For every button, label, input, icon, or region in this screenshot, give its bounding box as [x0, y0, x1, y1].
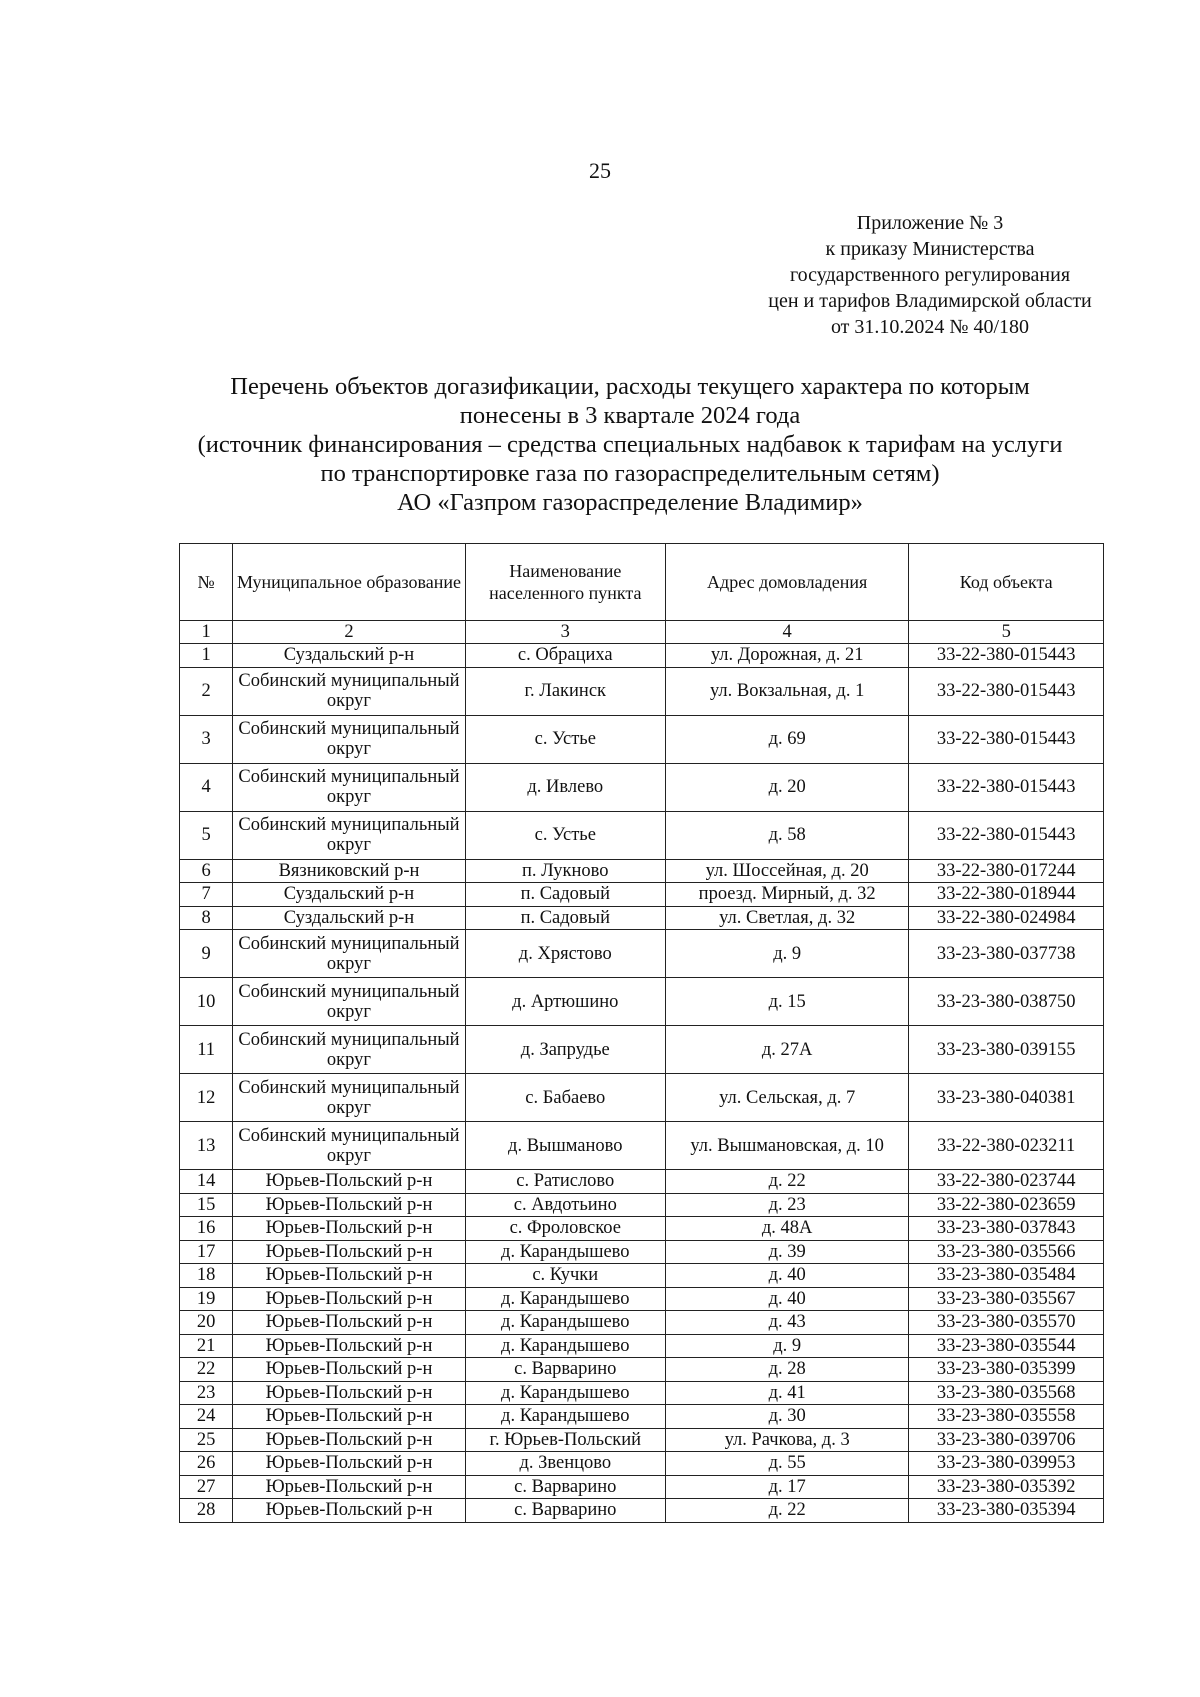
- appendix-line: цен и тарифов Владимирской области: [768, 290, 1092, 312]
- row-settlement: д. Карандышево: [465, 1381, 665, 1405]
- row-settlement: д. Карандышево: [465, 1334, 665, 1358]
- row-municipality: Собинский муниципальный округ: [233, 978, 465, 1026]
- row-municipality: Юрьев-Польский р-н: [233, 1381, 465, 1405]
- table-row: [180, 1334, 1104, 1358]
- column-number: 3: [465, 621, 665, 644]
- table-row: [180, 1240, 1104, 1264]
- row-settlement: с. Варварино: [465, 1358, 665, 1382]
- row-municipality: Суздальский р-н: [233, 644, 465, 668]
- row-address: д. 23: [665, 1193, 909, 1217]
- row-code: 33-23-380-035568: [909, 1381, 1104, 1405]
- row-settlement: п. Садовый: [465, 883, 665, 907]
- row-settlement: п. Садовый: [465, 906, 665, 930]
- table-row: [180, 859, 1104, 883]
- row-number: 17: [180, 1240, 233, 1264]
- table-row: [180, 1217, 1104, 1241]
- row-municipality: Собинский муниципальный округ: [233, 667, 465, 715]
- table-row: [180, 1170, 1104, 1194]
- row-number: 10: [180, 978, 233, 1026]
- row-municipality: Юрьев-Польский р-н: [233, 1264, 465, 1288]
- row-address: д. 30: [665, 1405, 909, 1429]
- row-code: 33-22-380-023659: [909, 1193, 1104, 1217]
- appendix-line: от 31.10.2024 № 40/180: [830, 316, 1030, 338]
- row-code: 33-23-380-035394: [909, 1499, 1104, 1523]
- row-address: д. 22: [665, 1499, 909, 1523]
- row-settlement: д. Звенцово: [465, 1452, 665, 1476]
- row-address: ул. Шоссейная, д. 20: [665, 859, 909, 883]
- row-code: 33-23-380-039155: [909, 1026, 1104, 1074]
- row-code: 33-22-380-015443: [909, 811, 1104, 859]
- row-number: 16: [180, 1217, 233, 1241]
- row-number: 9: [180, 930, 233, 978]
- row-number: 22: [180, 1358, 233, 1382]
- row-code: 33-22-380-023211: [909, 1122, 1104, 1170]
- document-title: [150, 372, 1110, 517]
- row-municipality: Юрьев-Польский р-н: [233, 1358, 465, 1382]
- row-code: 33-22-380-015443: [909, 715, 1104, 763]
- table-row: [180, 1428, 1104, 1452]
- row-number: 3: [180, 715, 233, 763]
- column-number: 4: [665, 621, 909, 644]
- header-number: №: [180, 544, 233, 621]
- row-municipality: Юрьев-Польский р-н: [233, 1499, 465, 1523]
- row-settlement: д. Карандышево: [465, 1287, 665, 1311]
- row-settlement: с. Варварино: [465, 1499, 665, 1523]
- row-municipality: Юрьев-Польский р-н: [233, 1334, 465, 1358]
- table-row: [180, 883, 1104, 907]
- table-row: [180, 1452, 1104, 1476]
- row-address: д. 9: [665, 930, 909, 978]
- row-settlement: д. Карандышево: [465, 1311, 665, 1335]
- header-address: Адрес домовладения: [665, 544, 909, 621]
- table-row: [180, 1026, 1104, 1074]
- row-municipality: Юрьев-Польский р-н: [233, 1240, 465, 1264]
- row-municipality: Собинский муниципальный округ: [233, 1026, 465, 1074]
- row-address: д. 40: [665, 1287, 909, 1311]
- row-address: д. 20: [665, 763, 909, 811]
- table-row: [180, 1264, 1104, 1288]
- appendix-line: к приказу Министерства: [825, 238, 1035, 260]
- row-settlement: п. Лукново: [465, 859, 665, 883]
- row-number: 27: [180, 1475, 233, 1499]
- row-address: д. 17: [665, 1475, 909, 1499]
- row-number: 15: [180, 1193, 233, 1217]
- header-code: Код объекта: [909, 544, 1104, 621]
- header-settlement: Наименование населенного пункта: [465, 544, 665, 621]
- row-address: д. 27А: [665, 1026, 909, 1074]
- header-municipality: Муниципальное образование: [233, 544, 465, 621]
- row-municipality: Собинский муниципальный округ: [233, 811, 465, 859]
- row-address: д. 39: [665, 1240, 909, 1264]
- row-code: 33-23-380-037738: [909, 930, 1104, 978]
- column-number-row: [180, 621, 1104, 644]
- row-number: 19: [180, 1287, 233, 1311]
- row-code: 33-23-380-035570: [909, 1311, 1104, 1335]
- column-number: 5: [909, 621, 1104, 644]
- row-number: 7: [180, 883, 233, 907]
- column-number: 1: [180, 621, 233, 644]
- row-address: д. 69: [665, 715, 909, 763]
- page-number: 25: [589, 158, 611, 183]
- row-settlement: с. Авдотьино: [465, 1193, 665, 1217]
- row-settlement: д. Артюшино: [465, 978, 665, 1026]
- row-settlement: с. Бабаево: [465, 1074, 665, 1122]
- row-code: 33-23-380-039953: [909, 1452, 1104, 1476]
- row-address: проезд. Мирный, д. 32: [665, 883, 909, 907]
- row-number: 5: [180, 811, 233, 859]
- row-municipality: Юрьев-Польский р-н: [233, 1170, 465, 1194]
- row-number: 21: [180, 1334, 233, 1358]
- row-settlement: с. Ратислово: [465, 1170, 665, 1194]
- row-number: 4: [180, 763, 233, 811]
- table-body: [180, 644, 1104, 1523]
- table-row: [180, 1074, 1104, 1122]
- title-line: понесены в 3 квартале 2024 года: [459, 402, 801, 429]
- table-row: [180, 1122, 1104, 1170]
- row-code: 33-22-380-015443: [909, 644, 1104, 668]
- row-address: ул. Сельская, д. 7: [665, 1074, 909, 1122]
- row-municipality: Собинский муниципальный округ: [233, 1074, 465, 1122]
- row-number: 18: [180, 1264, 233, 1288]
- row-number: 6: [180, 859, 233, 883]
- title-line: Перечень объектов догазификации, расходы текущего характера по которым: [230, 373, 1030, 400]
- table-row: [180, 1311, 1104, 1335]
- row-address: ул. Дорожная, д. 21: [665, 644, 909, 668]
- title-line: (источник финансирования – средства специальных надбавок к тарифам на услуги: [197, 431, 1063, 458]
- row-address: ул. Светлая, д. 32: [665, 906, 909, 930]
- row-settlement: с. Устье: [465, 715, 665, 763]
- table-row: [180, 644, 1104, 668]
- table-row: [180, 930, 1104, 978]
- table-row: [180, 715, 1104, 763]
- row-code: 33-23-380-035484: [909, 1264, 1104, 1288]
- row-settlement: д. Ивлево: [465, 763, 665, 811]
- row-address: д. 28: [665, 1358, 909, 1382]
- row-address: д. 9: [665, 1334, 909, 1358]
- row-municipality: Суздальский р-н: [233, 906, 465, 930]
- row-code: 33-23-380-035567: [909, 1287, 1104, 1311]
- row-address: д. 41: [665, 1381, 909, 1405]
- row-municipality: Собинский муниципальный округ: [233, 1122, 465, 1170]
- objects-table: [179, 543, 1104, 1523]
- table-row: [180, 978, 1104, 1026]
- row-settlement: д. Запрудье: [465, 1026, 665, 1074]
- row-code: 33-22-380-017244: [909, 859, 1104, 883]
- table-row: [180, 667, 1104, 715]
- row-number: 20: [180, 1311, 233, 1335]
- table-row: [180, 906, 1104, 930]
- row-code: 33-23-380-039706: [909, 1428, 1104, 1452]
- row-code: 33-23-380-035566: [909, 1240, 1104, 1264]
- row-municipality: Юрьев-Польский р-н: [233, 1311, 465, 1335]
- row-code: 33-22-380-023744: [909, 1170, 1104, 1194]
- row-settlement: д. Вышманово: [465, 1122, 665, 1170]
- row-address: д. 15: [665, 978, 909, 1026]
- row-settlement: д. Карандышево: [465, 1405, 665, 1429]
- row-code: 33-23-380-035558: [909, 1405, 1104, 1429]
- row-address: ул. Вокзальная, д. 1: [665, 667, 909, 715]
- row-number: 26: [180, 1452, 233, 1476]
- table-row: [180, 1193, 1104, 1217]
- row-address: д. 55: [665, 1452, 909, 1476]
- row-code: 33-22-380-015443: [909, 667, 1104, 715]
- table-header-row: [180, 544, 1104, 621]
- row-number: 14: [180, 1170, 233, 1194]
- row-address: д. 40: [665, 1264, 909, 1288]
- table-row: [180, 1287, 1104, 1311]
- appendix-line: Приложение № 3: [856, 212, 1004, 234]
- table-row: [180, 1499, 1104, 1523]
- row-code: 33-23-380-035544: [909, 1334, 1104, 1358]
- row-municipality: Юрьев-Польский р-н: [233, 1405, 465, 1429]
- row-municipality: Юрьев-Польский р-н: [233, 1193, 465, 1217]
- row-settlement: с. Устье: [465, 811, 665, 859]
- row-municipality: Собинский муниципальный округ: [233, 715, 465, 763]
- row-municipality: Юрьев-Польский р-н: [233, 1217, 465, 1241]
- row-number: 23: [180, 1381, 233, 1405]
- table-row: [180, 811, 1104, 859]
- row-municipality: Собинский муниципальный округ: [233, 763, 465, 811]
- row-municipality: Юрьев-Польский р-н: [233, 1428, 465, 1452]
- row-address: ул. Рачкова, д. 3: [665, 1428, 909, 1452]
- table-row: [180, 763, 1104, 811]
- row-municipality: Юрьев-Польский р-н: [233, 1452, 465, 1476]
- appendix-block: [720, 210, 1140, 340]
- row-number: 12: [180, 1074, 233, 1122]
- table-row: [180, 1381, 1104, 1405]
- row-address: д. 58: [665, 811, 909, 859]
- row-address: ул. Вышмановская, д. 10: [665, 1122, 909, 1170]
- row-number: 28: [180, 1499, 233, 1523]
- row-settlement: с. Варварино: [465, 1475, 665, 1499]
- row-number: 13: [180, 1122, 233, 1170]
- row-code: 33-23-380-037843: [909, 1217, 1104, 1241]
- row-address: д. 43: [665, 1311, 909, 1335]
- row-number: 25: [180, 1428, 233, 1452]
- table-row: [180, 1358, 1104, 1382]
- row-address: д. 22: [665, 1170, 909, 1194]
- row-settlement: д. Хрястово: [465, 930, 665, 978]
- row-settlement: с. Кучки: [465, 1264, 665, 1288]
- table-row: [180, 1405, 1104, 1429]
- row-code: 33-22-380-018944: [909, 883, 1104, 907]
- row-code: 33-23-380-035399: [909, 1358, 1104, 1382]
- row-settlement: г. Лакинск: [465, 667, 665, 715]
- row-code: 33-23-380-038750: [909, 978, 1104, 1026]
- column-number: 2: [233, 621, 465, 644]
- row-municipality: Юрьев-Польский р-н: [233, 1287, 465, 1311]
- row-number: 24: [180, 1405, 233, 1429]
- row-settlement: д. Карандышево: [465, 1240, 665, 1264]
- row-municipality: Вязниковский р-н: [233, 859, 465, 883]
- row-number: 8: [180, 906, 233, 930]
- row-address: д. 48А: [665, 1217, 909, 1241]
- row-number: 1: [180, 644, 233, 668]
- row-number: 11: [180, 1026, 233, 1074]
- row-code: 33-22-380-015443: [909, 763, 1104, 811]
- row-code: 33-23-380-040381: [909, 1074, 1104, 1122]
- row-settlement: с. Фроловское: [465, 1217, 665, 1241]
- row-municipality: Суздальский р-н: [233, 883, 465, 907]
- row-settlement: г. Юрьев-Польский: [465, 1428, 665, 1452]
- table-row: [180, 1475, 1104, 1499]
- row-municipality: Собинский муниципальный округ: [233, 930, 465, 978]
- row-settlement: с. Обрациха: [465, 644, 665, 668]
- title-line: по транспортировке газа по газораспределительным сетям): [320, 460, 940, 487]
- row-municipality: Юрьев-Польский р-н: [233, 1475, 465, 1499]
- appendix-line: государственного регулирования: [789, 264, 1071, 286]
- row-code: 33-22-380-024984: [909, 906, 1104, 930]
- row-code: 33-23-380-035392: [909, 1475, 1104, 1499]
- title-line: АО «Газпром газораспределение Владимир»: [397, 489, 863, 516]
- row-number: 2: [180, 667, 233, 715]
